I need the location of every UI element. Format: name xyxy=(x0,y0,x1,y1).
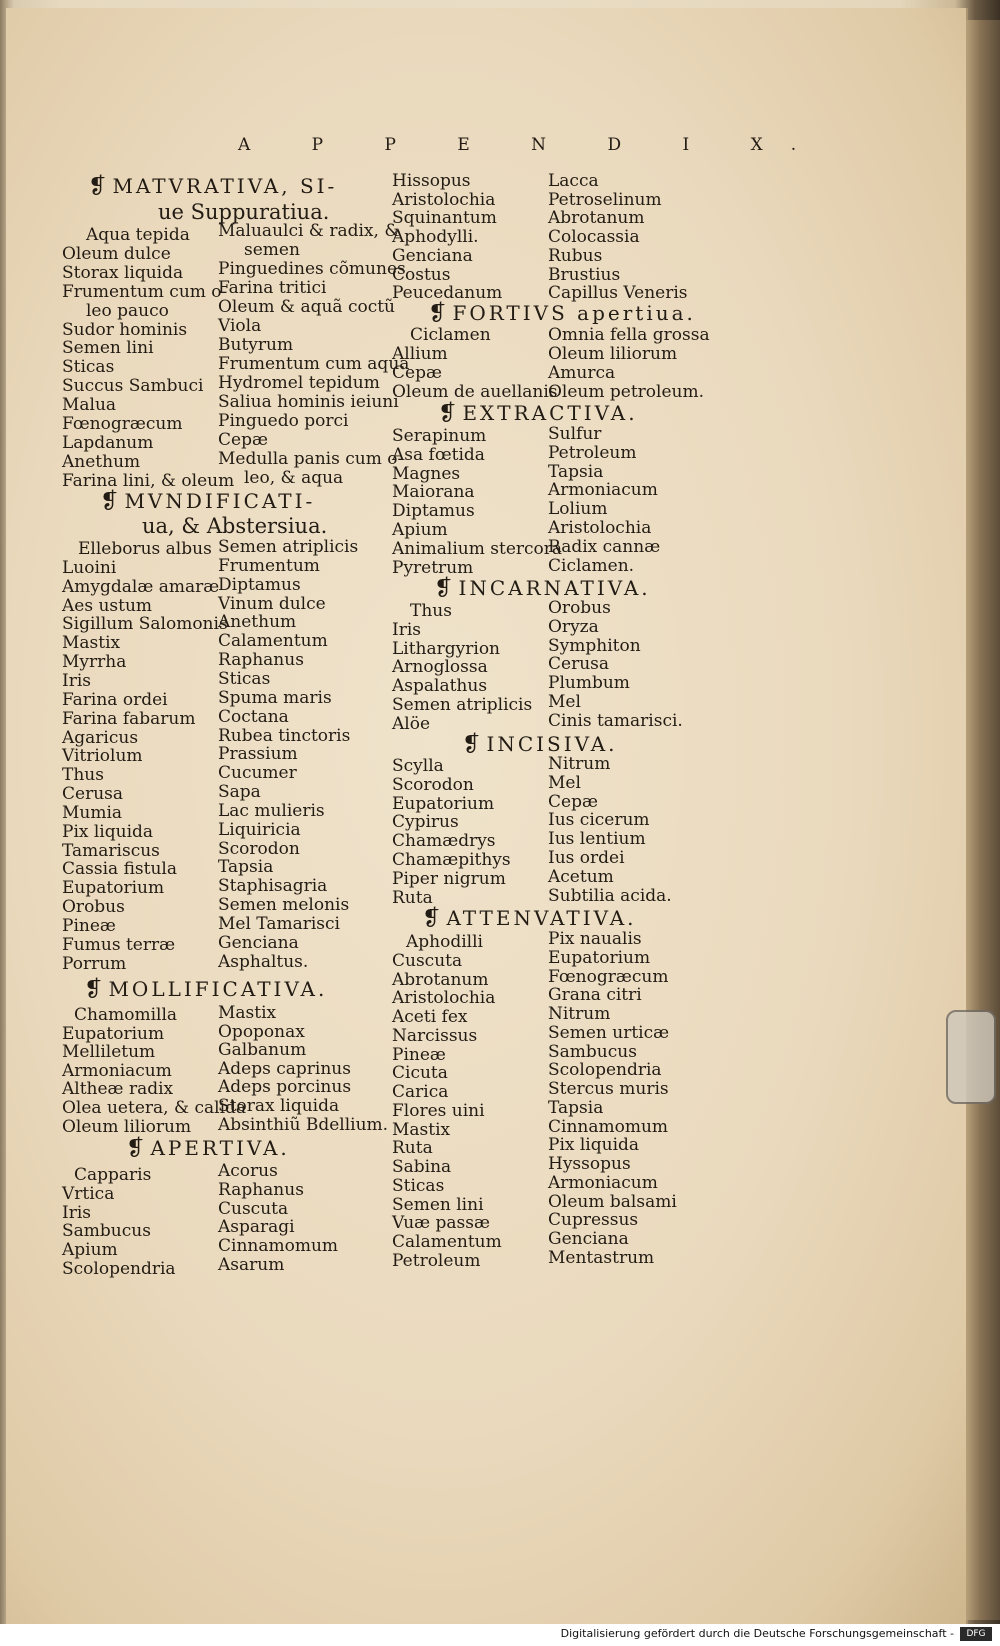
col3-entry: Aspalathus xyxy=(392,676,488,696)
col3-entry: Genciana xyxy=(392,246,473,266)
col2-entry: Liquiricia xyxy=(218,820,301,840)
col1-entry: Armoniacum xyxy=(62,1061,172,1081)
col2-entry: Raphanus xyxy=(218,650,304,670)
pilcrow-icon: ❡ xyxy=(434,576,453,601)
col4-entry: Armoniacum xyxy=(548,1173,658,1193)
col1-entry: Sigillum Salomonis xyxy=(62,614,228,634)
col2-entry: Cuscuta xyxy=(218,1199,289,1219)
col3-entry: Narcissus xyxy=(392,1026,478,1046)
dfg-logo: DFG xyxy=(960,1627,992,1641)
col4-entry: Abrotanum xyxy=(548,208,645,228)
col4-entry: Petroselinum xyxy=(548,190,662,210)
pilcrow-icon: ❡ xyxy=(428,301,447,326)
col4-entry: Fœnogræcum xyxy=(548,967,669,987)
col2-entry: Semen atriplicis xyxy=(218,537,359,557)
pilcrow-icon: ❡ xyxy=(422,906,441,931)
col2-entry: Diptamus xyxy=(218,575,301,595)
col1-entry: Agaricus xyxy=(62,728,139,748)
col4-entry: Stercus muris xyxy=(548,1079,669,1099)
col2-entry: Cucumer xyxy=(218,763,297,783)
col1-entry: Semen lini xyxy=(62,338,154,358)
heading-mundificatiua: ❡ MVNDIFICATI- xyxy=(100,489,316,514)
col3-entry: Thus xyxy=(410,601,452,621)
col1-entry: Storax liquida xyxy=(62,263,184,283)
col4-entry: Plumbum xyxy=(548,673,630,693)
col2-entry: Spuma maris xyxy=(218,688,332,708)
col1-entry: Amygdalæ amaræ xyxy=(62,577,220,597)
col1-entry: Vrtica xyxy=(62,1184,115,1204)
col1-entry: Succus Sambuci xyxy=(62,376,204,396)
pilcrow-icon: ❡ xyxy=(438,401,457,426)
col3-entry: Maiorana xyxy=(392,482,475,502)
col3-entry: Flores uini xyxy=(392,1101,485,1121)
col3-entry: Mastix xyxy=(392,1120,451,1140)
col3-entry: Lithargyrion xyxy=(392,639,501,659)
col4-entry: Sulfur xyxy=(548,424,602,444)
col2-entry: Opoponax xyxy=(218,1022,305,1042)
col3-entry: Animalium stercora xyxy=(392,539,563,559)
col1-entry: Fumus terræ xyxy=(62,935,176,955)
col4-entry: Symphiton xyxy=(548,636,641,656)
col2-entry: Raphanus xyxy=(218,1180,304,1200)
col3-entry: Semen lini xyxy=(392,1195,484,1215)
col1-entry: Aqua tepida xyxy=(86,225,190,245)
col4-entry: Colocassia xyxy=(548,227,640,247)
col3-entry: Chamædrys xyxy=(392,831,496,851)
col4-entry: Cerusa xyxy=(548,654,610,674)
col2-entry: Prassium xyxy=(218,744,298,764)
col1-entry: Malua xyxy=(62,395,117,415)
col1-entry: Farina fabarum xyxy=(62,709,196,729)
col3-entry: Iris xyxy=(392,620,422,640)
col4-entry: Capillus Veneris xyxy=(548,283,688,303)
col3-entry: Petroleum xyxy=(392,1251,481,1271)
col4-entry: Ius ordei xyxy=(548,848,625,868)
col2-entry: Hydromel tepidum xyxy=(218,373,380,393)
col2-entry: Farina tritici xyxy=(218,278,327,298)
col3-entry: Aristolochia xyxy=(392,190,496,210)
heading-extractiua: ❡ EXTRACTIVA. xyxy=(438,401,638,426)
col1-entry: Melliletum xyxy=(62,1042,156,1062)
col2-entry: Pinguedines cõmunes xyxy=(218,259,406,279)
col1-entry: Oleum liliorum xyxy=(62,1117,192,1137)
col2-entry: Lac mulieris xyxy=(218,801,325,821)
col3-entry: Aceti fex xyxy=(392,1007,468,1027)
heading-mollificatiua: ❡ MOLLIFICATIVA. xyxy=(84,977,328,1002)
col1-entry: Pix liquida xyxy=(62,822,154,842)
col1-entry: Fœnogræcum xyxy=(62,414,183,434)
col2-entry: Medulla panis cum o- xyxy=(218,449,404,469)
col3-entry: Scorodon xyxy=(392,775,474,795)
footer-credit: Digitalisierung gefördert durch die Deutsche Forschungsgemeinschaft - xyxy=(560,1627,954,1640)
col2-entry: Scorodon xyxy=(218,839,300,859)
col4-entry: Tapsia xyxy=(548,462,604,482)
col3-entry: Cypirus xyxy=(392,812,459,832)
col2-entry: Butyrum xyxy=(218,335,294,355)
col1-entry: Porrum xyxy=(62,954,127,974)
col1-entry: Thus xyxy=(62,765,104,785)
col3-entry: Costus xyxy=(392,265,451,285)
col3-entry: Carica xyxy=(392,1082,449,1102)
col2-entry: Adeps porcinus xyxy=(218,1077,352,1097)
col1-entry: Lapdanum xyxy=(62,433,154,453)
col3-entry: Ruta xyxy=(392,1138,433,1158)
pilcrow-icon: ❡ xyxy=(84,977,103,1002)
col4-entry: Pix liquida xyxy=(548,1135,640,1155)
col3-entry: Allium xyxy=(392,344,448,364)
col2-entry: Galbanum xyxy=(218,1040,307,1060)
col2-entry: Storax liquida xyxy=(218,1096,340,1116)
col1-entry: Mumia xyxy=(62,803,123,823)
col4-entry: Cupressus xyxy=(548,1210,639,1230)
heading-incisiua: ❡ INCISIVA. xyxy=(462,732,618,757)
col3-entry: Sabina xyxy=(392,1157,452,1177)
heading-maturatiua-cont: ue Suppuratiua. xyxy=(158,200,330,224)
col2-entry: Mel Tamarisci xyxy=(218,914,340,934)
col3-entry: Alöe xyxy=(392,714,431,734)
col4-entry: Semen urticæ xyxy=(548,1023,670,1043)
col3-entry: Abrotanum xyxy=(392,970,489,990)
col4-entry: Ius lentium xyxy=(548,829,646,849)
col3-entry: Aphodilli xyxy=(406,932,483,952)
col2-entry: Sapa xyxy=(218,782,261,802)
col4-entry: Armoniacum xyxy=(548,480,658,500)
col1-entry: Mastix xyxy=(62,633,121,653)
col3-entry: Hissopus xyxy=(392,171,471,191)
col3-entry: Cicuta xyxy=(392,1063,448,1083)
col4-entry: Oleum petroleum. xyxy=(548,382,705,402)
col1-entry: Chamomilla xyxy=(74,1005,178,1025)
col2-entry: Calamentum xyxy=(218,631,328,651)
col2-entry: Tapsia xyxy=(218,857,274,877)
col3-entry: Asa fœtida xyxy=(392,445,485,465)
col1-entry: Apium xyxy=(62,1240,118,1260)
col3-entry: Piper nigrum xyxy=(392,869,506,889)
col2-entry: Mastix xyxy=(218,1003,277,1023)
col1-entry: Capparis xyxy=(74,1165,152,1185)
col1-entry: Iris xyxy=(62,1203,92,1223)
col2-entry: Maluaulci & radix, & xyxy=(218,221,400,241)
col3-entry: Pineæ xyxy=(392,1045,446,1065)
col2-entry: Adeps caprinus xyxy=(218,1059,351,1079)
col1-entry: Anethum xyxy=(62,452,141,472)
col1-entry: Sticas xyxy=(62,357,115,377)
col2-entry: Frumentum cum aqua xyxy=(218,354,410,374)
col1-entry: Eupatorium xyxy=(62,878,165,898)
col3-entry: Diptamus xyxy=(392,501,475,521)
col3-entry: Chamæpithys xyxy=(392,850,511,870)
col1-entry: Farina lini, & oleum xyxy=(62,471,235,491)
col4-entry: Mel xyxy=(548,773,581,793)
col1-entry: Eupatorium xyxy=(62,1024,165,1044)
col3-entry: Pyretrum xyxy=(392,558,474,578)
col1-entry: Frumentum cum o- xyxy=(62,282,228,302)
col2-entry: Acorus xyxy=(218,1161,278,1181)
col2-entry: Frumentum xyxy=(218,556,320,576)
col1-entry: Sambucus xyxy=(62,1221,151,1241)
col4-entry: Sambucus xyxy=(548,1042,637,1062)
col4-entry: Orobus xyxy=(548,598,611,618)
col2-entry: Sticas xyxy=(218,669,271,689)
col1-entry: Altheæ radix xyxy=(62,1079,174,1099)
col4-entry: Petroleum xyxy=(548,443,637,463)
heading-incarnatiua: ❡ INCARNATIVA. xyxy=(434,576,651,601)
col4-entry: Rubus xyxy=(548,246,603,266)
col1-entry: Myrrha xyxy=(62,652,127,672)
col2-entry: Asparagi xyxy=(218,1217,295,1237)
col3-entry: Squinantum xyxy=(392,208,497,228)
col4-entry: Scolopendria xyxy=(548,1060,662,1080)
col4-entry: Cinnamomum xyxy=(548,1117,669,1137)
col4-entry: Pix naualis xyxy=(548,929,642,949)
col4-entry: Cepæ xyxy=(548,792,598,812)
col4-entry: Nitrum xyxy=(548,754,611,774)
col1-entry: Tamariscus xyxy=(62,841,160,861)
pilcrow-icon: ❡ xyxy=(88,174,107,199)
col4-entry: Radix cannæ xyxy=(548,537,661,557)
col2-entry: Asphaltus. xyxy=(218,952,309,972)
col3-entry: Eupatorium xyxy=(392,794,495,814)
col4-entry: Oleum liliorum xyxy=(548,344,678,364)
col1-entry: Olea uetera, & calida xyxy=(62,1098,247,1118)
col1-entry: Elleborus albus xyxy=(78,539,212,559)
book-fore-edge xyxy=(966,20,1000,1620)
col4-entry: Lacca xyxy=(548,171,599,191)
col2-entry: Vinum dulce xyxy=(218,594,326,614)
col2-entry: Asarum xyxy=(218,1255,285,1275)
col2-entry: Coctana xyxy=(218,707,289,727)
col4-entry: Nitrum xyxy=(548,1004,611,1024)
col3-entry: Aphodylli. xyxy=(392,227,479,247)
col3-entry: Ciclamen xyxy=(410,325,491,345)
col1-entry: Iris xyxy=(62,671,92,691)
col1-entry: Cerusa xyxy=(62,784,124,804)
page-title: A P P E N D I X. xyxy=(238,135,825,155)
col4-entry: Omnia fella grossa xyxy=(548,325,710,345)
col1-entry: Farina ordei xyxy=(62,690,168,710)
col3-entry: Calamentum xyxy=(392,1232,502,1252)
col1-entry: Pineæ xyxy=(62,916,116,936)
col4-entry: Grana citri xyxy=(548,985,642,1005)
col2-entry: Staphisagria xyxy=(218,876,328,896)
col4-entry: Hyssopus xyxy=(548,1154,631,1174)
col4-entry: Oryza xyxy=(548,617,599,637)
pilcrow-icon: ❡ xyxy=(100,489,119,514)
col2-entry: Genciana xyxy=(218,933,299,953)
col2-entry: Viola xyxy=(218,316,262,336)
col2-entry: Rubea tinctoris xyxy=(218,726,351,746)
col1-entry: Luoini xyxy=(62,558,117,578)
heading-apertiua: ❡ APERTIVA. xyxy=(126,1136,290,1161)
col2-entry: Saliua hominis ieiuni xyxy=(218,392,399,412)
col4-entry: Ius cicerum xyxy=(548,810,650,830)
col1-entry: Aes ustum xyxy=(62,596,153,616)
col4-entry: Mentastrum xyxy=(548,1248,655,1268)
col4-entry: Ciclamen. xyxy=(548,556,635,576)
col4-entry: Acetum xyxy=(548,867,614,887)
col2-entry: Pinguedo porci xyxy=(218,411,349,431)
col4-entry: Subtilia acida. xyxy=(548,886,672,906)
col3-entry: Magnes xyxy=(392,464,461,484)
col4-entry: Genciana xyxy=(548,1229,629,1249)
col3-entry: Aristolochia xyxy=(392,988,496,1008)
col2-entry: Oleum & aquã coctũ xyxy=(218,297,396,317)
col4-entry: Brustius xyxy=(548,265,621,285)
col4-entry: Cinis tamarisci. xyxy=(548,711,683,731)
col4-entry: Eupatorium xyxy=(548,948,651,968)
col2-entry: Cinnamomum xyxy=(218,1236,339,1256)
col1-entry: leo pauco xyxy=(86,301,169,321)
col4-entry: Mel xyxy=(548,692,581,712)
col3-entry: Oleum de auellanis xyxy=(392,382,558,402)
col4-entry: Tapsia xyxy=(548,1098,604,1118)
col2-entry: leo, & aqua xyxy=(244,468,344,488)
col3-entry: Arnoglossa xyxy=(392,657,488,677)
heading-attenuatiua: ❡ ATTENVATIVA. xyxy=(422,906,637,931)
col2-entry: semen xyxy=(244,240,300,260)
col2-entry: Cepæ xyxy=(218,430,268,450)
digitization-footer xyxy=(0,1624,1000,1646)
col1-entry: Orobus xyxy=(62,897,125,917)
col2-entry: Anethum xyxy=(218,612,297,632)
col4-entry: Lolium xyxy=(548,499,608,519)
col2-entry: Absinthiũ Bdellium. xyxy=(218,1115,389,1135)
col3-entry: Sticas xyxy=(392,1176,445,1196)
col3-entry: Ruta xyxy=(392,888,433,908)
col3-entry: Cuscuta xyxy=(392,951,463,971)
col3-entry: Vuæ passæ xyxy=(392,1213,490,1233)
col1-entry: Oleum dulce xyxy=(62,244,171,264)
heading-maturatiua: ❡ MATVRATIVA, SI- xyxy=(88,174,338,199)
col3-entry: Serapinum xyxy=(392,426,487,446)
col3-entry: Scylla xyxy=(392,756,444,776)
heading-mundificatiua-cont: ua, & Abstersiua. xyxy=(142,514,328,538)
col3-entry: Apium xyxy=(392,520,448,540)
col1-entry: Vitriolum xyxy=(62,746,143,766)
heading-fortius: ❡ FORTIVS apertiua. xyxy=(428,301,696,326)
col1-entry: Cassia fistula xyxy=(62,859,177,879)
page-clip-tab xyxy=(946,1010,996,1104)
col3-entry: Semen atriplicis xyxy=(392,695,533,715)
col3-entry: Peucedanum xyxy=(392,283,503,303)
col2-entry: Semen melonis xyxy=(218,895,350,915)
col1-entry: Scolopendria xyxy=(62,1259,176,1279)
col4-entry: Amurca xyxy=(548,363,616,383)
col3-entry: Cepæ xyxy=(392,363,442,383)
col4-entry: Aristolochia xyxy=(548,518,652,538)
col4-entry: Oleum balsami xyxy=(548,1192,677,1212)
pilcrow-icon: ❡ xyxy=(126,1136,145,1161)
pilcrow-icon: ❡ xyxy=(462,732,481,757)
col1-entry: Sudor hominis xyxy=(62,320,188,340)
